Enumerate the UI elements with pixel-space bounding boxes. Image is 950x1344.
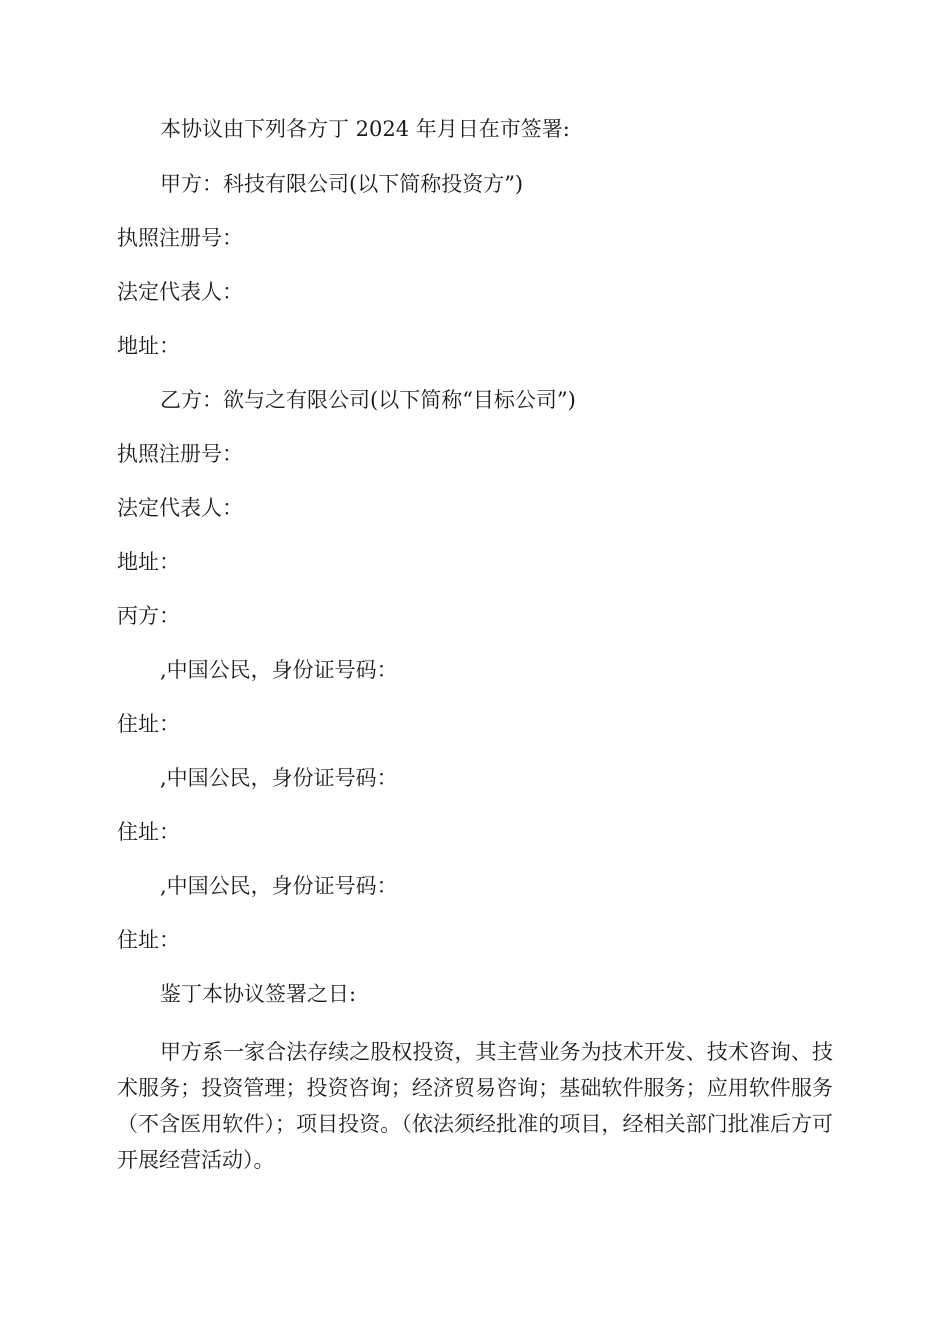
signing-statement: 本协议由下列各方丁 2024 年月日在市签署: (160, 117, 570, 141)
party-a-business-scope-paragraph: 甲方系一家合法存续之股权投资，其主营业务为技术开发、技术咨询、技术服务；投资管理；投资咨询；经济贸易咨询；基础软件服务；应用软件服务（不含医用软件）；项目投资。（依法须经批准的项目，经相关部门批准后方可开展经营活动）。 (117, 1040, 833, 1172)
party-c-citizen-1-id: ,中国公民，身份证号码： (160, 658, 398, 682)
party-b-name: 乙方：欲与之有限公司(以下简称“目标公司”) (160, 388, 576, 412)
party-c-citizen-2-id: ,中国公民，身份证号码： (160, 766, 398, 790)
party-b-license-number: 执照注册号： (117, 442, 243, 466)
party-c-citizen-3-address: 住址： (117, 928, 180, 952)
party-a-name: 甲方：科技有限公司(以下简称投资方”) (160, 172, 524, 196)
party-b-address: 地址： (117, 550, 180, 574)
party-c-citizen-2-address: 住址： (117, 820, 180, 844)
party-c-citizen-1-address: 住址： (117, 712, 180, 736)
party-b-legal-representative: 法定代表人： (117, 496, 243, 520)
party-a-legal-representative: 法定代表人： (117, 280, 243, 304)
whereas-heading: 鉴丁本协议签署之日: (160, 982, 357, 1006)
party-a-address: 地址： (117, 334, 180, 358)
party-c-heading: 丙方： (117, 604, 180, 628)
party-c-citizen-3-id: ,中国公民，身份证号码： (160, 874, 398, 898)
party-a-license-number: 执照注册号： (117, 226, 243, 250)
